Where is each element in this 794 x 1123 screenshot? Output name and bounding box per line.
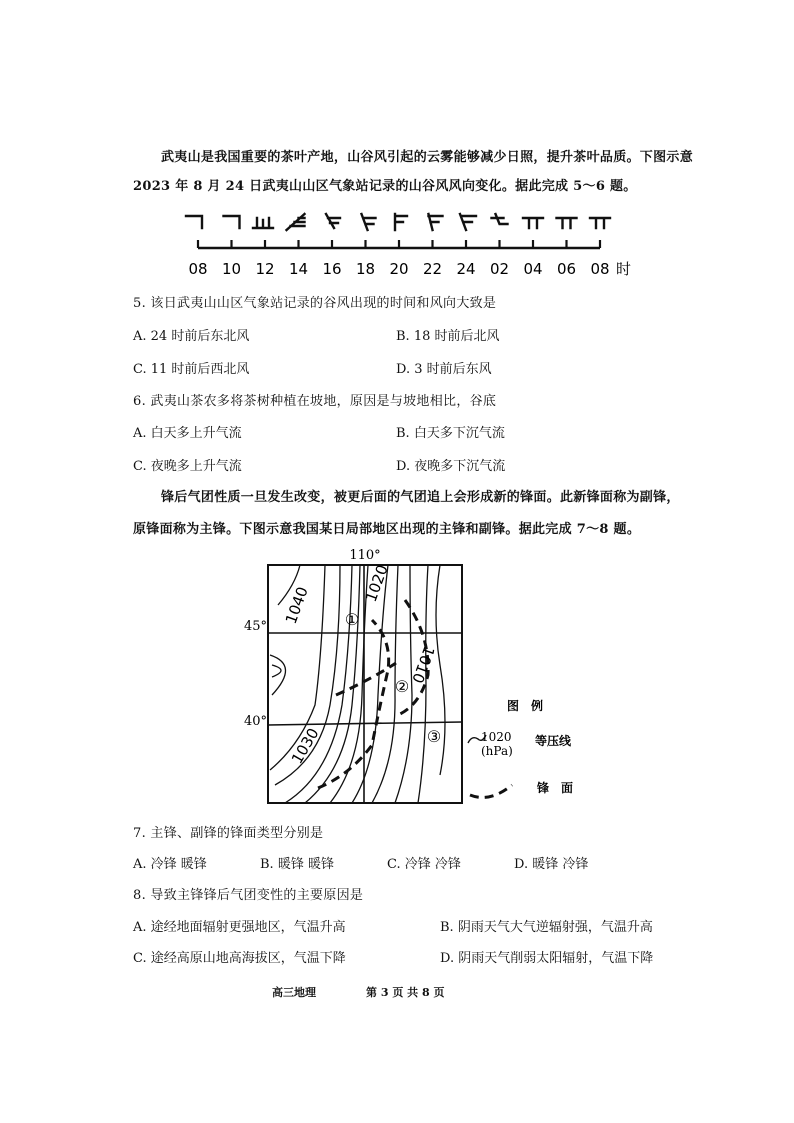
wind-direction-symbol (590, 218, 610, 228)
q8-stem: 8. 导致主锋锋后气团变性的主要原因是 (133, 888, 364, 903)
time-label: 24 (456, 260, 476, 278)
q6-option-c[interactable]: C. 夜晚多上升气流 (133, 459, 242, 474)
wind-direction-symbol (253, 218, 273, 228)
q5-option-a[interactable]: A. 24 时前后东北风 (133, 329, 250, 344)
wind-direction-symbol (492, 214, 508, 224)
q6-option-a[interactable]: A. 白天多上升气流 (133, 426, 242, 441)
q5-option-b[interactable]: B. 18 时前后北风 (396, 329, 500, 344)
q5-option-d[interactable]: D. 3 时前后东风 (396, 362, 492, 377)
longitude-label: 110° (349, 548, 381, 563)
time-label: 06 (556, 260, 577, 278)
q6-option-b[interactable]: B. 白天多下沉气流 (396, 426, 505, 441)
wind-direction-symbol (523, 218, 543, 228)
footer-subject: 高三地理 (272, 986, 316, 999)
time-unit: 时 (616, 260, 632, 278)
time-label: 12 (255, 260, 275, 278)
q7-option-a[interactable]: A. 冷锋 暖锋 (133, 857, 207, 872)
footer-page-number: 第 3 页 共 8 页 (366, 986, 445, 999)
wind-direction-symbol (460, 214, 476, 230)
wind-direction-symbol (429, 214, 443, 230)
legend-isobar-unit: (hPa) (481, 744, 513, 758)
isobar-label-1020: 1020 (361, 562, 392, 605)
time-label: 08 (188, 260, 208, 278)
time-label: 16 (322, 260, 342, 278)
time-label: 10 (221, 260, 242, 278)
legend-isobar-value: 1020 (481, 730, 512, 744)
latitude-40-label: 40° (244, 714, 268, 729)
isobar-label-1040: 1040 (281, 584, 312, 627)
q5-option-c[interactable]: C. 11 时前后西北风 (133, 362, 250, 377)
legend-front-label: 锋 面 (537, 781, 574, 795)
passage1-line2: 2023 年 8 月 24 日武夷山山区气象站记录的山谷风风向变化。据此完成 5～6 题。 (133, 179, 637, 194)
time-label: 20 (389, 260, 409, 278)
legend-isobar-label: 等压线 (535, 734, 572, 748)
wind-direction-symbol (395, 214, 407, 230)
time-label: 22 (422, 260, 443, 278)
passage2-line1: 锋后气团性质一旦发生改变，被更后面的气团追上会形成新的锋面。此新锋面称为副锋， (161, 490, 680, 505)
wind-direction-chart (0, 200, 794, 290)
q8-option-a[interactable]: A. 途经地面辐射更强地区，气温升高 (133, 920, 346, 935)
wind-direction-symbol (326, 214, 340, 228)
latitude-45-label: 45° (244, 619, 268, 634)
legend-front-symbol (470, 785, 512, 797)
q7-option-b[interactable]: B. 暖锋 暖锋 (260, 857, 334, 872)
point-3-label: ③ (426, 727, 442, 746)
passage2-line2: 原锋面称为主锋。下图示意我国某日局部地区出现的主锋和副锋。据此完成 7～8 题。 (133, 522, 641, 537)
time-label: 18 (355, 260, 376, 278)
time-label: 14 (288, 260, 309, 278)
wind-direction-symbol (186, 216, 202, 228)
time-label: 02 (489, 260, 510, 278)
q7-stem: 7. 主锋、副锋的锋面类型分别是 (133, 826, 324, 841)
q6-stem: 6. 武夷山茶农多将茶树种植在坡地，原因是与坡地相比，谷底 (133, 394, 497, 409)
legend-title: 图 例 (507, 699, 544, 713)
point-2-label: ② (394, 677, 410, 696)
wind-direction-symbol (287, 214, 305, 230)
passage1-line1: 武夷山是我国重要的茶叶产地，山谷风引起的云雾能够减少日照，提升茶叶品质。下图示意 (161, 150, 694, 165)
q6-option-d[interactable]: D. 夜晚多下沉气流 (396, 459, 506, 474)
point-1-label: ① (344, 610, 360, 629)
q7-option-c[interactable]: C. 冷锋 冷锋 (387, 857, 461, 872)
isobar-label-1030: 1030 (287, 724, 323, 767)
isobar-label-1010: 1010 (408, 643, 439, 686)
q8-option-d[interactable]: D. 阴雨天气削弱太阳辐射，气温下降 (440, 951, 654, 966)
wind-direction-symbol (362, 214, 376, 230)
weather-map (0, 545, 794, 815)
wind-direction-symbol (557, 218, 577, 228)
wind-direction-symbol (224, 216, 240, 228)
time-label: 04 (523, 260, 543, 278)
time-label: 08 (590, 260, 610, 278)
q5-stem: 5. 该日武夷山山区气象站记录的谷风出现的时间和风向大致是 (133, 296, 497, 311)
q8-option-b[interactable]: B. 阴雨天气大气逆辐射强，气温升高 (440, 920, 653, 935)
q8-option-c[interactable]: C. 途经高原山地高海拔区，气温下降 (133, 951, 346, 966)
q7-option-d[interactable]: D. 暖锋 冷锋 (514, 857, 589, 872)
